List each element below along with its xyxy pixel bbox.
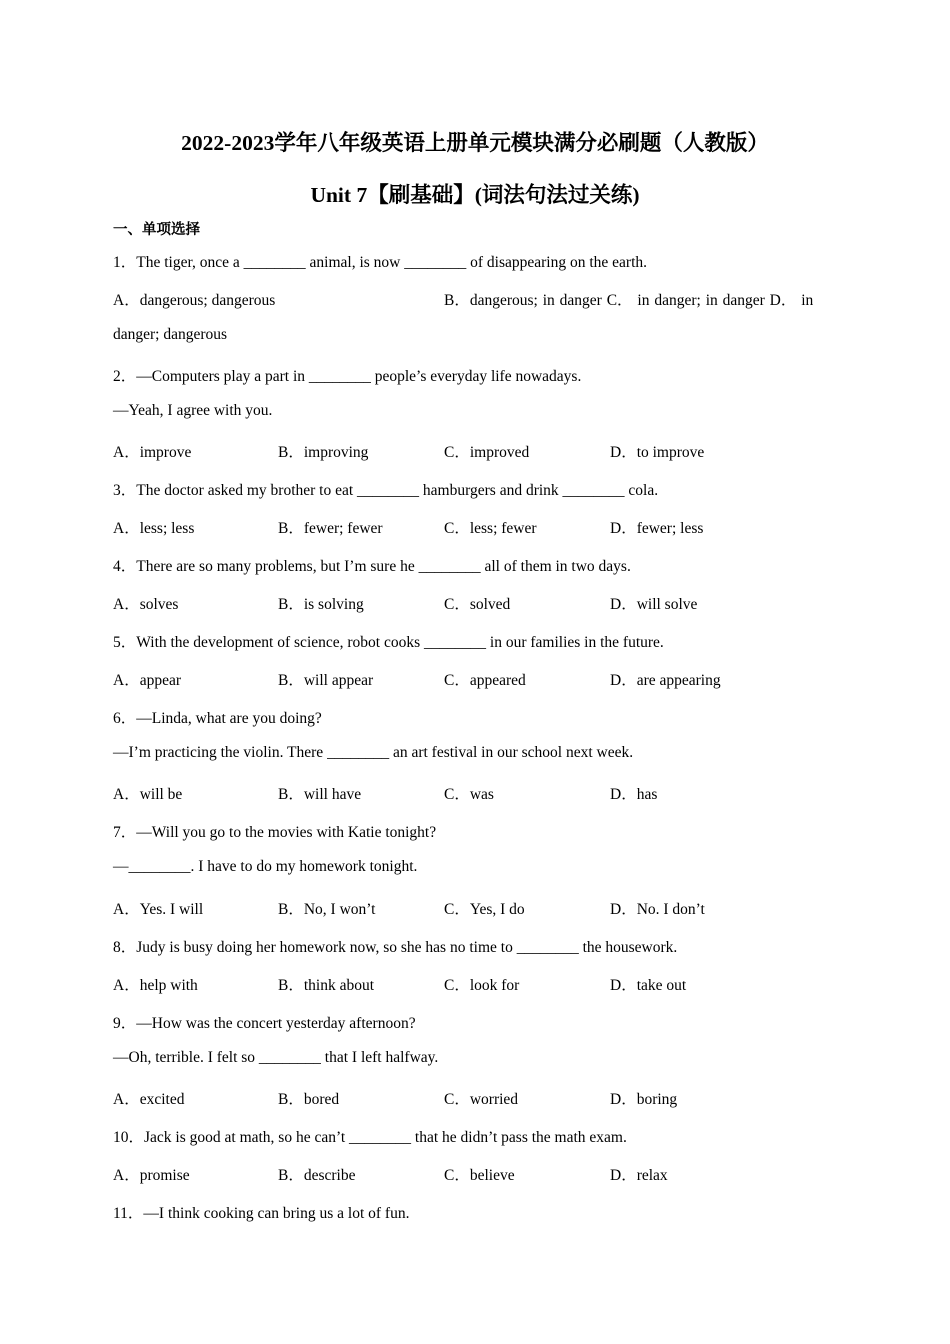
page-subtitle: Unit 7【刷基础】(词法句法过关练) [310,183,640,207]
question-4-option-d: D．will solve [610,596,698,613]
question-9-option-c: C．worried [444,1091,519,1108]
question-5-option-c: C．appeared [444,672,526,689]
question-10-option-b: B．describe [278,1167,356,1184]
question-8-option-d: D．take out [610,977,687,994]
question-10-option-a: A．promise [113,1167,190,1184]
question-9-stem: 9．—How was the concert yesterday afternoon? [113,1015,416,1032]
question-9-option-a: A．excited [113,1091,185,1108]
question-10-stem: 10．Jack is good at math, so he can’t ________ that he didn’t pass the math exam. [113,1129,627,1146]
question-1-option-a: A．dangerous; dangerous [113,292,276,309]
question-5-stem: 5．With the development of science, robot cooks ________ in our families in the future. [113,634,664,651]
question-8-option-c: C．look for [444,977,520,994]
question-2-reply: —Yeah, I agree with you. [113,402,273,419]
question-2-option-a: A．improve [113,444,192,461]
question-8-option-b: B．think about [278,977,375,994]
question-7-option-c: C．Yes, I do [444,901,525,918]
question-7-option-d: D．No. I don’t [610,901,705,918]
question-5-option-a: A．appear [113,672,181,689]
question-4-stem: 4．There are so many problems, but I’m sure he ________ all of them in two days. [113,558,631,575]
question-4-option-b: B．is solving [278,596,364,613]
question-2-option-d: D．to improve [610,444,705,461]
question-7-stem: 7．—Will you go to the movies with Katie tonight? [113,824,437,841]
question-8-option-a: A．help with [113,977,198,994]
question-6-reply: —I’m practicing the violin. There ________ an art festival in our school next week. [113,744,634,761]
question-7-option-a: A．Yes. I will [113,901,204,918]
question-9-option-b: B．bored [278,1091,340,1108]
question-2-option-c: C．improved [444,444,530,461]
question-4-option-c: C．solved [444,596,511,613]
question-5-option-d: D．are appearing [610,672,721,689]
question-2-stem: 2．—Computers play a part in ________ people’s everyday life nowadays. [113,368,582,385]
question-6-option-c: C．was [444,786,494,803]
question-7-reply: —________. I have to do my homework tonight. [113,858,418,875]
question-1-option-d-wrap: danger; dangerous [113,326,228,343]
question-5-option-b: B．will appear [278,672,374,689]
question-10-option-c: C．believe [444,1167,515,1184]
question-1-stem: 1．The tiger, once a ________ animal, is now ________ of disappearing on the earth. [113,254,648,271]
question-6-option-b: B．will have [278,786,362,803]
question-2-option-b: B．improving [278,444,369,461]
question-11-stem: 11．—I think cooking can bring us a lot of fun. [113,1205,410,1222]
question-7-option-b: B．No, I won’t [278,901,376,918]
question-9-option-d: D．boring [610,1091,678,1108]
question-1-options-bcd: B．dangerous; in danger C． in danger; in danger D． in [444,292,814,309]
page-title: 2022-2023学年八年级英语上册单元模块满分必刷题（人教版） [181,131,769,155]
section-heading: 一、单项选择 [113,222,200,238]
question-6-stem: 6．—Linda, what are you doing? [113,710,322,727]
question-8-stem: 8．Judy is busy doing her homework now, so she has no time to ________ the housework. [113,939,678,956]
question-3-option-d: D．fewer; less [610,520,704,537]
question-3-option-b: B．fewer; fewer [278,520,383,537]
question-3-option-a: A．less; less [113,520,195,537]
question-4-option-a: A．solves [113,596,179,613]
question-9-reply: —Oh, terrible. I felt so ________ that I left halfway. [113,1049,439,1066]
question-10-option-d: D．relax [610,1167,668,1184]
question-6-option-a: A．will be [113,786,183,803]
question-6-option-d: D．has [610,786,658,803]
question-3-option-c: C．less; fewer [444,520,537,537]
question-3-stem: 3．The doctor asked my brother to eat ________ hamburgers and drink ________ cola. [113,482,659,499]
